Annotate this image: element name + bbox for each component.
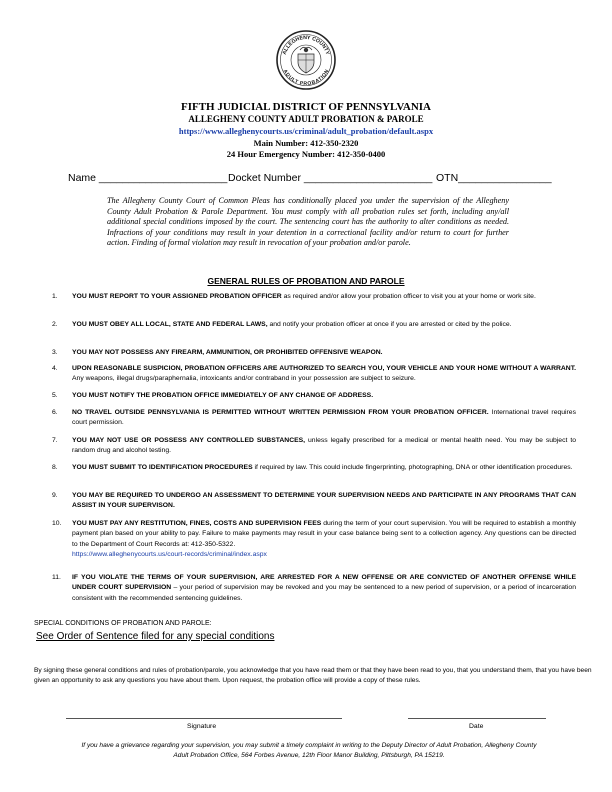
rule-number: 7. — [52, 437, 58, 444]
rule-item — [52, 519, 576, 560]
rule-number: 1. — [52, 293, 58, 300]
date-label: Date — [469, 723, 484, 730]
order-of-sentence-link[interactable]: See Order of Sentence filed for any special conditions — [36, 631, 275, 642]
rule-text: if required by law. This could include fingerprinting, photographing, DNA or other identification procedures. — [252, 464, 573, 471]
rule-heading: YOU MAY NOT USE OR POSSESS ANY CONTROLLED SUBSTANCES, — [72, 437, 306, 444]
grievance-notice: If you have a grievance regarding your supervision, you may submit a timely complaint in writing to the Deputy Director of Adult Probation, Allegheny County Adult Probation Office, 564 Forbes Avenue, 12th Floor Manor Building, Pittsburgh, PA 15219. — [81, 742, 537, 760]
rule-item — [52, 320, 576, 330]
rule-text: and notify your probation officer at once if you are arrested or cited by the police. — [267, 321, 512, 328]
district-title: FIFTH JUDICIAL DISTRICT OF PENNSYLVANIA — [180, 101, 431, 113]
rule-item — [52, 364, 576, 385]
rule-item — [52, 491, 576, 512]
general-rules-heading: GENERAL RULES OF PROBATION AND PAROLE — [207, 276, 405, 286]
rule-heading: YOU MUST SUBMIT TO IDENTIFICATION PROCEDURES — [72, 464, 253, 471]
allegheny-county-adult-probation-seal — [276, 30, 336, 90]
rule-heading: NO TRAVEL OUTSIDE PENNSYLVANIA IS PERMITTED WITHOUT WRITTEN PERMISSION FROM YOUR PROBATION OFFICER. — [72, 409, 489, 416]
rule-number: 4. — [52, 365, 58, 372]
rule-number: 10. — [52, 520, 62, 527]
rule-heading: YOU MUST REPORT TO YOUR ASSIGNED PROBATION OFFICER — [72, 293, 282, 300]
rule-item — [52, 436, 576, 457]
rule-number: 3. — [52, 349, 58, 356]
otn-field[interactable]: OTN________________ — [436, 172, 552, 184]
date-line[interactable] — [408, 718, 546, 719]
svg-text:ALLEGHENY COUNTY: ALLEGHENY COUNTY — [281, 34, 331, 56]
svg-text:ADULT PROBATION: ADULT PROBATION — [281, 68, 331, 88]
department-title: ALLEGHENY COUNTY ADULT PROBATION & PAROLE — [188, 114, 424, 124]
rule-item — [52, 391, 576, 401]
rule-heading: YOU MUST OBEY ALL LOCAL, STATE AND FEDERAL LAWS, — [72, 321, 268, 328]
rule-item — [52, 348, 576, 358]
rule-text: Any weapons, illegal drugs/paraphernalia, intoxicants and/or contraband in your possession are subject to seizure. — [72, 375, 416, 383]
rule-number: 11. — [52, 574, 61, 581]
docket-number-field[interactable]: Docket Number ______________________ — [228, 172, 433, 184]
rule-text: unless legally prescribed for a medical or mental health need. You may be subject to random drug and alcohol testing. — [72, 437, 576, 455]
special-conditions-heading: SPECIAL CONDITIONS OF PROBATION AND PAROLE: — [34, 620, 212, 627]
rule-heading: UPON REASONABLE SUSPICION, PROBATION OFFICERS ARE AUTHORIZED TO SEARCH YOU, YOUR VEHICLE AND YOUR HOME WITHOUT A WARRANT. — [72, 365, 576, 372]
rule-heading: IF YOU VIOLATE THE TERMS OF YOUR SUPERVISION, ARE ARRESTED FOR A NEW OFFENSE OR ARE CONVICTED OF ANOTHER OFFENSE WHILE UNDER COURT SUPERVISION — [72, 574, 576, 592]
department-url-link[interactable]: https://www.alleghenycourts.us/criminal/adult_probation/default.aspx — [178, 126, 434, 136]
acknowledgement-paragraph: By signing these general conditions and rules of probation/parole, you acknowledge that you have read them or that they have been read to you, that you understand them, that you have been given an opportunity to ask any questions you have about them. Upon request, the probation office will provide a copy of these rules. — [34, 667, 592, 685]
rule-number: 9. — [52, 492, 58, 499]
rule-item — [52, 408, 576, 429]
rule-text: during the term of your court supervision. You will be required to establish a monthly payment plan based on your ability to pay. Failure to make payments may result in your case balance being sent to a collection agency. Any questions can be directed to the Department of Court Records at: 412-350-5322. — [72, 520, 576, 548]
main-number: Main Number: 412-350-2320 — [253, 138, 359, 148]
rule-number: 8. — [52, 464, 58, 471]
rule-number: 2. — [52, 321, 58, 328]
rule-item — [52, 463, 576, 473]
rule-text: – your period of supervision may be revoked and you may be sentenced to a new period of supervision, or a period of incarceration consistent with the recommended sentencing guidelines. — [72, 584, 576, 602]
rule-heading: YOU MAY NOT POSSESS ANY FIREARM, AMMUNITION, OR PROHIBITED OFFENSIVE WEAPON. — [72, 349, 383, 356]
rule-heading: YOU MUST PAY ANY RESTITUTION, FINES, COSTS AND SUPERVISION FEES — [72, 520, 322, 527]
signature-label: Signature — [187, 723, 217, 730]
supervision-intro-paragraph: The Allegheny County Court of Common Pleas has conditionally placed you under the supervision of the Allegheny County Adult Probation & Parole Department. You must comply with all probation rules set forth, including any/all additional special conditions imposed by the court. The sentencing court has the authority to alter conditions as needed. Infractions of your conditions may result in your detention in a correctional facility and/or return to court for further action. Finding of formal violation may result in revocation of your probation and/or parole. — [107, 196, 509, 248]
rule-text: as required and/or allow your probation officer to visit you at your home or work site. — [281, 293, 536, 300]
rule-heading: YOU MUST NOTIFY THE PROBATION OFFICE IMMEDIATELY OF ANY CHANGE OF ADDRESS. — [72, 392, 374, 399]
name-field[interactable]: Name ______________________ — [68, 172, 228, 184]
signature-line[interactable] — [66, 718, 342, 719]
rule-number: 5. — [52, 392, 58, 399]
rule-heading: YOU MAY BE REQUIRED TO UNDERGO AN ASSESSMENT TO DETERMINE YOUR SUPERVISION NEEDS AND PARTICIPATE IN ANY PROGRAMS THAT CAN ASSIST IN YOUR SUPERVISON. — [72, 492, 576, 510]
rule-text: International travel requires court permission. — [72, 409, 576, 427]
rule-item — [52, 573, 576, 604]
rule-number: 6. — [52, 409, 58, 416]
emergency-number: 24 Hour Emergency Number: 412-350-0400 — [226, 149, 386, 159]
rule-item — [52, 292, 576, 302]
court-records-link[interactable]: https://www.alleghenycourts.us/court-records/criminal/index.aspx — [72, 550, 267, 558]
